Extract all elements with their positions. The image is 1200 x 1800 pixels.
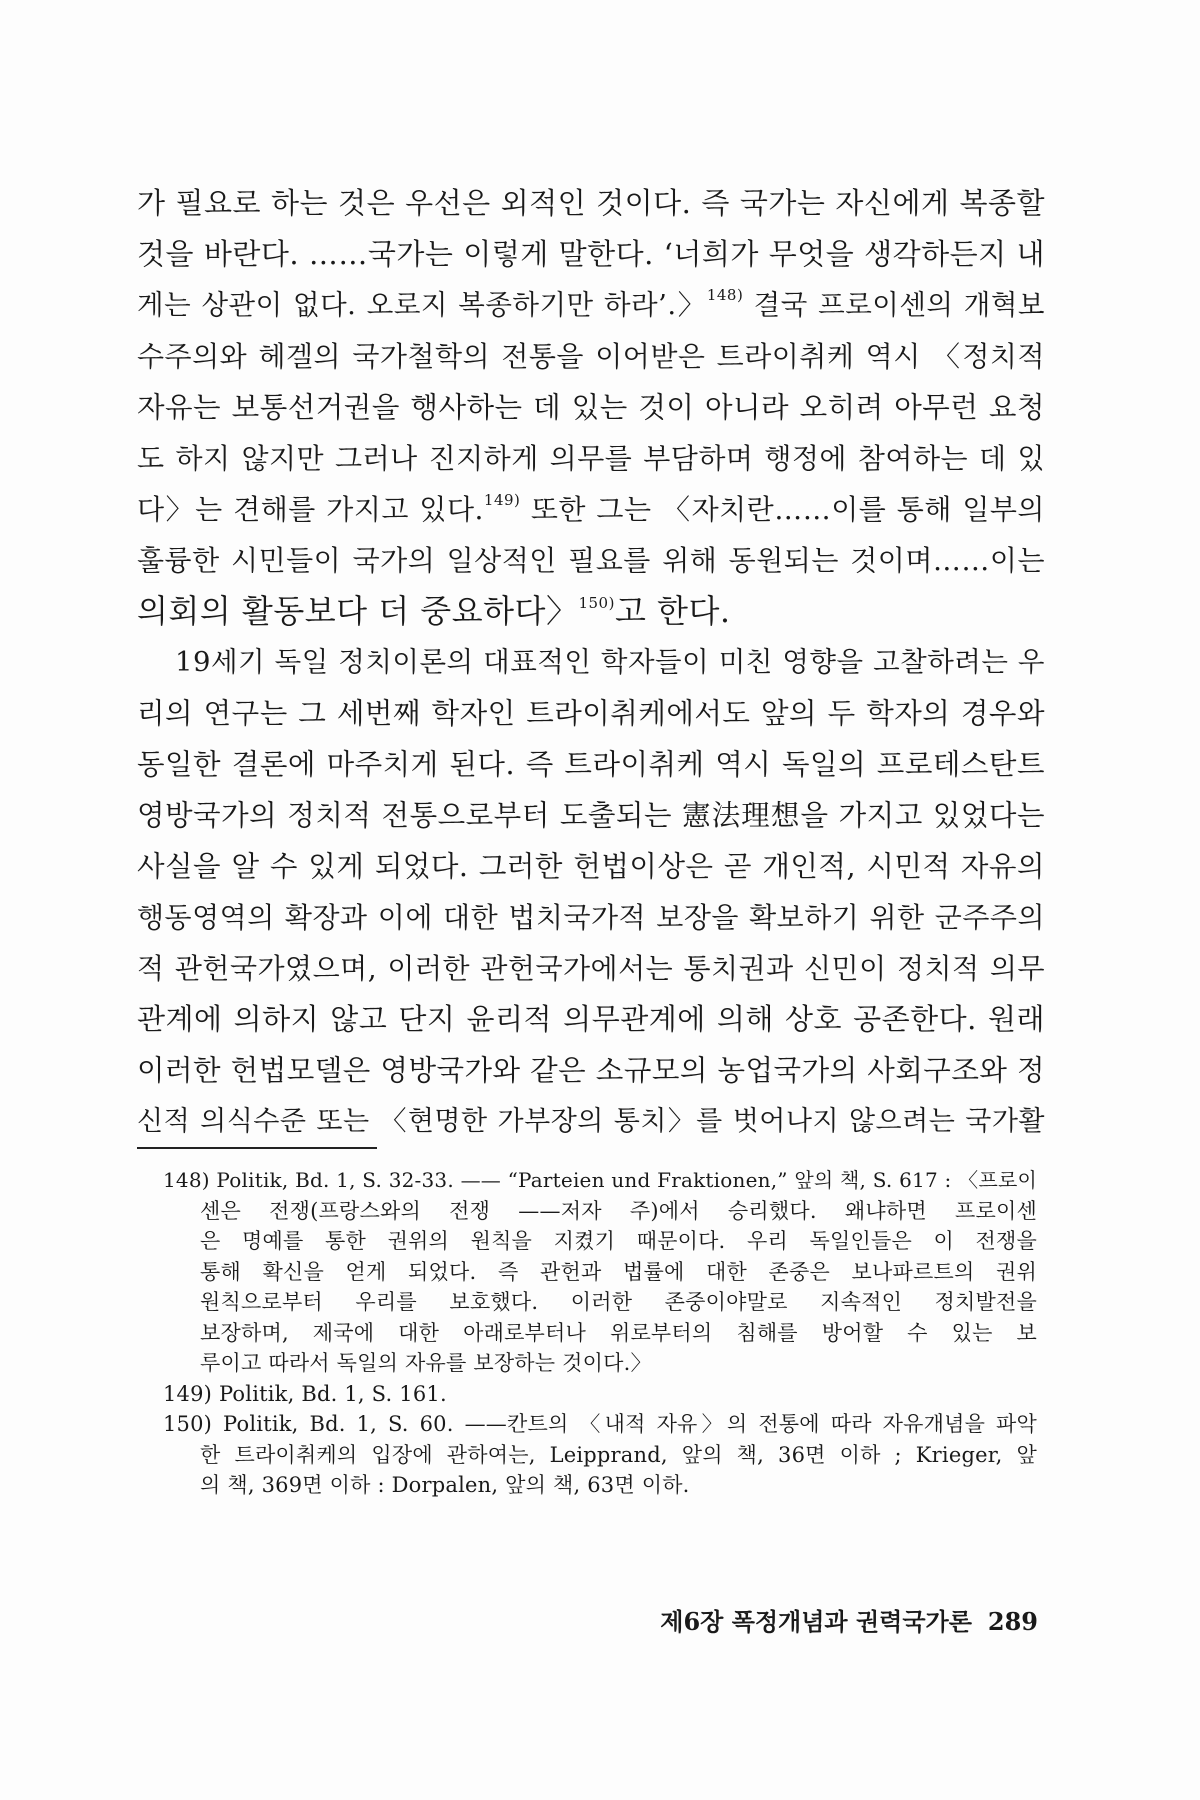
text-line: 신적 의식수준 또는 〈현명한 가부장의 통치〉를 벗어나지 않으려는 국가활 [137, 1106, 1045, 1137]
main-text-block [137, 178, 1045, 1147]
text-line: 19세기 독일 정치이론의 대표적인 학자들이 미친 영향을 고찰하려는 우 [175, 646, 1045, 678]
text-line: 적 관헌국가였으며, 이러한 관헌국가에서는 통치권과 신민이 정치적 의무 [137, 952, 1045, 985]
footnote-line: 149) Politik, Bd. 1, S. 161. [163, 1381, 447, 1406]
text-line: 가 필요로 하는 것은 우선은 외적인 것이다. 즉 국가는 자신에게 복종할 [137, 186, 1045, 220]
footnote-line: 센은 전쟁(프랑스와의 전쟁 ——저자 주)에서 승리했다. 왜냐하면 프로이센 [200, 1198, 1037, 1223]
footnote-line: 보장하며, 제국에 대한 아래로부터나 위로부터의 침해를 방어할 수 있는 보 [200, 1320, 1037, 1345]
text-line: 것을 바란다. ……국가는 이렇게 말한다. ‘너희가 무엇을 생각하든지 내 [137, 237, 1045, 271]
footnote-ref-148: 148) [706, 286, 744, 304]
page-footer [618, 1602, 1038, 1637]
text-line: 동일한 결론에 마주치게 된다. 즉 트라이취케 역시 독일의 프로테스탄트 [137, 748, 1045, 781]
footnotes-block [163, 1165, 1037, 1501]
footnote-line: 원칙으로부터 우리를 보호했다. 이러한 존중이야말로 지속적인 정치발전을 [200, 1290, 1037, 1314]
text-line: 수주의와 헤겔의 국가철학의 전통을 이어받은 트라이취케 역시 〈정치적 [137, 340, 1045, 373]
text-line [137, 586, 1045, 637]
text-line: 리의 연구는 그 세번째 학자인 트라이취케에서도 앞의 두 학자의 경우와 [137, 697, 1045, 730]
text-line: 훌륭한 시민들이 국가의 일상적인 필요를 위해 동원되는 것이며……이는 [137, 544, 1045, 577]
text-line: 관계에 의하지 않고 단지 윤리적 의무관계에 의해 상호 공존한다. 원래 [137, 1002, 1045, 1036]
footnote-line: 의 책, 369면 이하 : Dorpalen, 앞의 책, 63면 이하. [200, 1473, 690, 1497]
text-segment: 또한 그는 〈자치란……이를 통해 일부의 [520, 493, 1045, 526]
footnote-divider [137, 1147, 377, 1149]
page-number: 289 [987, 1607, 1038, 1636]
footnote-ref-149: 149) [483, 491, 521, 509]
text-line: 행동영역의 확장과 이에 대한 법치국가적 보장을 확보하기 위한 군주주의 [137, 901, 1045, 934]
text-segment: 결국 프로이센의 개혁보 [743, 289, 1045, 321]
text-line: 도 하지 않지만 그러나 진지하게 의무를 부담하며 행정에 참여하는 데 있 [137, 442, 1045, 475]
footnote-line: 통해 확신을 얻게 되었다. 즉 관헌과 법률에 대한 존중은 보나파르트의 권위 [200, 1259, 1037, 1284]
footnote-line: 148) Politik, Bd. 1, S. 32-33. —— “Parteien und Fraktionen,” 앞의 책, S. 617 : 〈프로이 [163, 1168, 1037, 1192]
text-segment: 고 한다. [614, 592, 731, 630]
text-segment: 의회의 활동보다 더 중요하다〉 [137, 592, 579, 630]
footnote-line: 루이고 따라서 독일의 자유를 보장하는 것이다.〉 [200, 1351, 652, 1375]
footnote-ref-150: 150) [578, 594, 615, 612]
text-line [137, 280, 1045, 331]
text-line: 사실을 알 수 있게 되었다. 그러한 헌법이상은 곧 개인적, 시민적 자유의 [137, 850, 1045, 883]
running-title: 제6장 폭정개념과 권력국가론 [660, 1607, 972, 1636]
text-segment: 다〉는 견해를 가지고 있다. [137, 493, 484, 526]
text-line [137, 484, 1045, 535]
text-line: 영방국가의 정치적 전통으로부터 도출되는 憲法理想을 가지고 있었다는 [137, 799, 1045, 832]
text-segment: 게는 상관이 없다. 오로지 복종하기만 하라’.〉 [137, 289, 707, 321]
footnote-line: 한 트라이취케의 입장에 관하여는, Leipprand, 앞의 책, 36면 이하 ; Krieger, 앞 [200, 1442, 1037, 1467]
footnote-line: 150) Politik, Bd. 1, S. 60. ——칸트의 〈내적 자유〉의 전통에 따라 자유개념을 파악 [163, 1412, 1037, 1436]
text-line: 이러한 헌법모델은 영방국가와 같은 소규모의 농업국가의 사회구조와 정 [137, 1054, 1045, 1087]
text-line: 자유는 보통선거권을 행사하는 데 있는 것이 아니라 오히려 아무런 요청 [137, 391, 1045, 424]
footnote-line: 은 명예를 통한 권위의 원칙을 지켰기 때문이다. 우리 독일인들은 이 전쟁을 [200, 1229, 1037, 1253]
